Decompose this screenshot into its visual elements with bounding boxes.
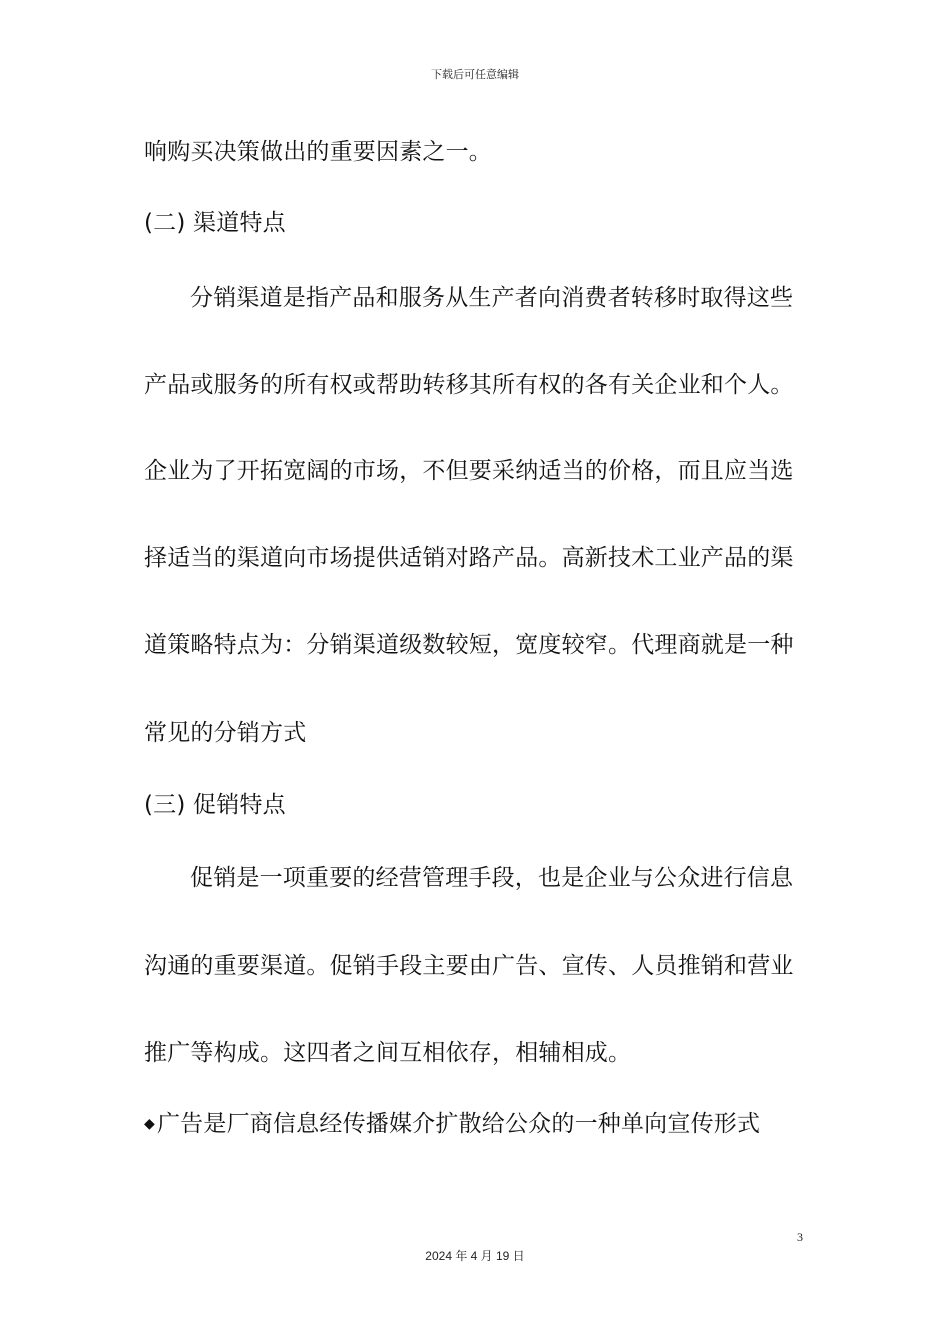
- body-line: 推广等构成。这四者之间互相依存，相辅相成。: [144, 1040, 632, 1066]
- section-heading-promotion: (三) 促销特点: [144, 792, 286, 818]
- bullet-text: 广告是厂商信息经传播媒介扩散给公众的一种单向宣传形式: [156, 1111, 761, 1137]
- body-line: 择适当的渠道向市场提供适销对路产品。高新技术工业产品的渠: [144, 545, 794, 571]
- body-paragraph-first-line: 分销渠道是指产品和服务从生产者向消费者转移时取得这些: [190, 285, 794, 311]
- diamond-bullet-icon: ◆: [144, 1116, 155, 1132]
- body-paragraph-first-line: 促销是一项重要的经营管理手段，也是企业与公众进行信息: [190, 865, 794, 891]
- body-line: 企业为了开拓宽阔的市场，不但要采纳适当的价格，而且应当选: [144, 458, 794, 484]
- footer-date: 2024 年 4 月 19 日: [425, 1249, 525, 1263]
- page-number: 3: [797, 1230, 803, 1244]
- body-line: 道策略特点为：分销渠道级数较短，宽度较窄。代理商就是一种: [144, 632, 794, 658]
- body-line: 常见的分销方式: [144, 720, 307, 746]
- body-line: 产品或服务的所有权或帮助转移其所有权的各有关企业和个人。: [144, 372, 794, 398]
- body-line: 沟通的重要渠道。促销手段主要由广告、宣传、人员推销和营业: [144, 953, 794, 979]
- bullet-item: [144, 1109, 760, 1139]
- section-heading-channel: (二) 渠道特点: [144, 210, 286, 236]
- body-line: 响购买决策做出的重要因素之一。: [144, 139, 492, 165]
- page-header: 下载后可任意编辑: [431, 68, 519, 81]
